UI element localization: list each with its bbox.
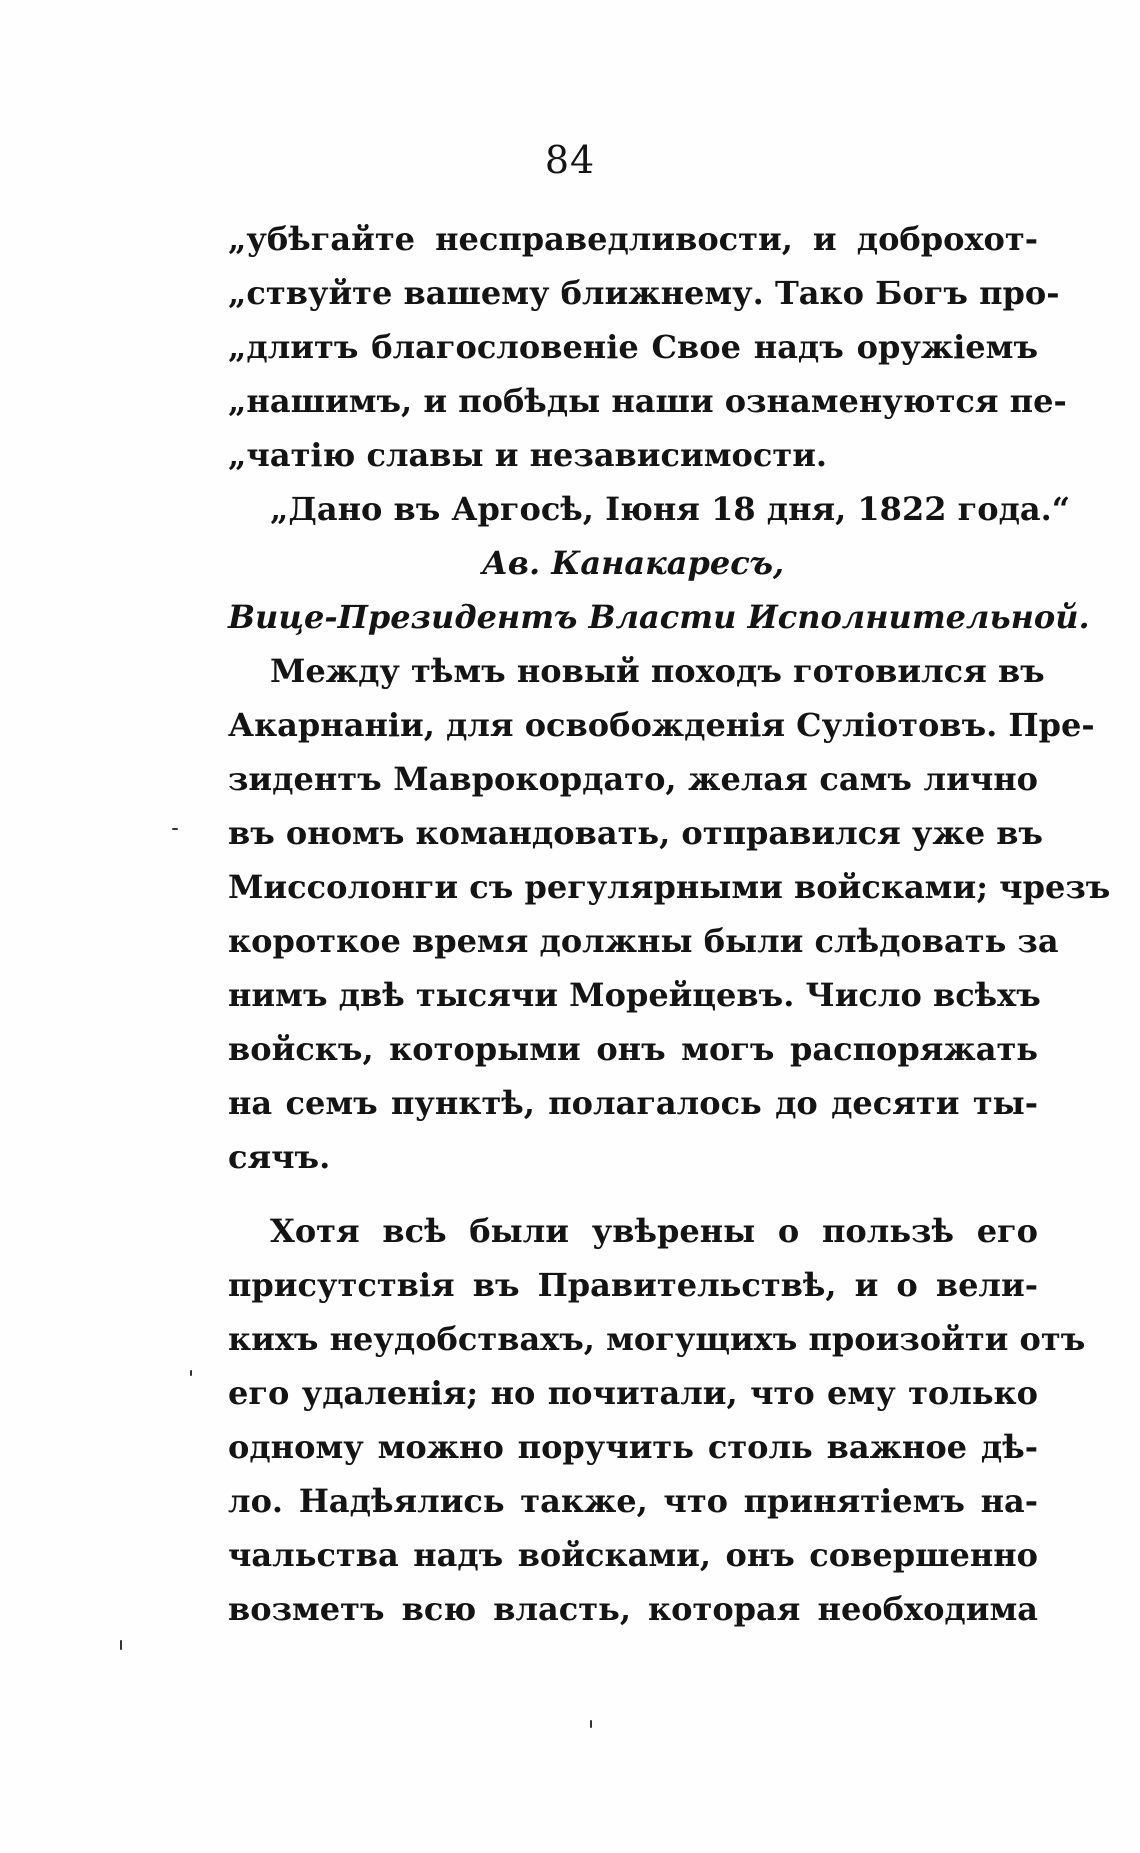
paragraph-line: зидентъ Маврокордато, желая самъ лично [228,760,1038,798]
paragraph-line: его удаленiя; но почитали, что ему только [228,1374,1038,1412]
scan-speck [172,828,178,830]
signature-title: Вице-Президентъ Власти Исполнительной. [228,598,1090,636]
scan-speck [120,1640,122,1650]
paragraph-line: присутствiя въ Правительствѣ, и о вели- [228,1266,1038,1304]
paragraph-line: короткое время должны были слѣдовать за [228,922,1059,960]
quote-line: „убѣгайте несправедливости, и доброхот- [228,220,1038,258]
scan-speck [590,1720,592,1728]
paragraph-line: Хотя всѣ были увѣрены о пользѣ его [270,1212,1038,1250]
scan-speck [190,1370,192,1376]
paragraph-line: войскъ, которыми онъ могъ распоряжать [228,1030,1038,1068]
page-body [228,212,1111,1636]
paragraph-2 [228,1204,1086,1636]
paragraph-line: одному можно поручить столь важное дѣ- [228,1428,1038,1466]
paragraph-line: на семъ пунктѣ, полагалось до десяти ты- [228,1084,1038,1122]
paragraph-line: нимъ двѣ тысячи Морейцевъ. Число всѣхъ [228,976,1041,1014]
paragraph-line: кихъ неудобствахъ, могущихъ произойти отъ [228,1320,1086,1358]
quote-line: „нашимъ, и побѣды наши ознаменуются пе- [228,382,1067,420]
paragraph-line: Между тѣмъ новый походъ готовился въ [270,652,1045,690]
paragraph-line: въ ономъ командовать, отправился уже въ [228,814,1043,852]
paragraph-1 [228,644,1111,1184]
proclamation-quote [228,212,1071,536]
paragraph-line: ло. Надѣялись также, что принятiемъ на- [228,1482,1038,1520]
signature-block [228,536,1090,644]
paragraph-line: чальства надъ войсками, онъ совершенно [228,1536,1038,1574]
quote-line: „чатiю славы и независимости. [228,436,828,474]
dated-line: „Дано въ Аргосѣ, Iюня 18 дня, 1822 года.“ [270,490,1071,528]
paragraph-gap [228,1184,1038,1204]
paragraph-line: Акарнанiи, для освобожденiя Сулiотовъ. Пре- [228,706,1095,744]
page-number: 84 [544,138,596,182]
quote-line: „ствуйте вашему ближнему. Тако Богъ про- [228,274,1060,312]
paragraph-line: сячъ. [228,1138,331,1176]
signature-name: Ав. Канакаресъ, [481,544,785,582]
paragraph-line: возметъ всю власть, которая необходима [228,1590,1038,1628]
paragraph-line: Миссолонги съ регулярными войсками; чрезъ [228,868,1111,906]
quote-line: „длитъ благословенiе Свое надъ оружiемъ [228,328,1038,366]
